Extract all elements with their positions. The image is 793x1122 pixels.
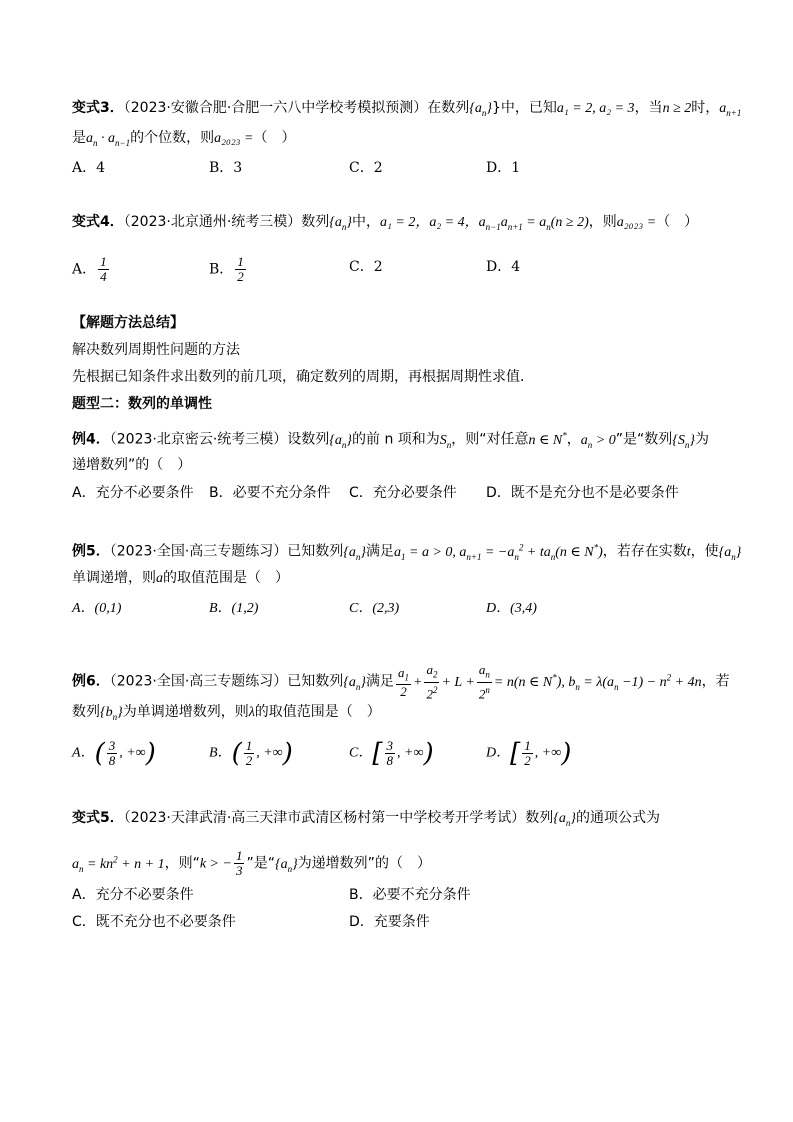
option-a[interactable]: A．(0,1) bbox=[72, 601, 122, 616]
question-e6-line1: 例6．（2023·全国·高三专题练习）已知数列$\{a_n\}$满足 $\frac{a_1}{2}$ + $\frac{a_2}{2^2}$ + L + $\frac{a_n}{2^n}$ = n(n ∈ N*), $b_n = \lambda(a_n -1) - n^2 + 4n$，若 bbox=[72, 662, 730, 702]
question-v5-line2: $a_n = kn^2 + n + 1$，则“k > − $\frac{1}{3}$ ”是“$\{a_n\}$为递增数列”的（ ） bbox=[72, 848, 431, 879]
option-b[interactable]: B．3 bbox=[209, 160, 243, 176]
summary-line-2: 先根据已知条件求出数列的前几项，确定数列的周期，再根据周期性求值． bbox=[72, 369, 534, 385]
question-source: （2023·安徽合肥·合肥一六八中学校考模拟预测） bbox=[123, 100, 428, 116]
question-v3-options bbox=[72, 157, 772, 179]
option-d[interactable]: D．4 bbox=[486, 259, 521, 275]
option-c[interactable]: C．[ $\frac{3}{8}$ , +∞) bbox=[349, 738, 434, 769]
question-label: 例4 bbox=[72, 431, 96, 448]
option-b[interactable]: B．必要不充分条件 bbox=[209, 485, 331, 501]
question-e5-options bbox=[72, 598, 772, 620]
question-v3-line2: 是$a_n \cdot a_{n-1}$的个位数，则a₂₀₂₃ =（ ） bbox=[72, 130, 296, 148]
question-label: 变式5 bbox=[72, 810, 110, 826]
question-v5-options-row1 bbox=[72, 884, 772, 906]
question-v5-line1: 变式5．（2023·天津武清·高三天津市武清区杨村第一中学校考开学考试）数列$\{a_n\}$的通项公式为 bbox=[72, 810, 660, 828]
option-c[interactable]: C．(2,3) bbox=[349, 601, 400, 616]
option-c[interactable]: C．充分必要条件 bbox=[349, 485, 457, 501]
option-d[interactable]: D．1 bbox=[486, 160, 521, 176]
question-e4-options bbox=[72, 482, 772, 504]
topic-heading: 题型二：数列的单调性 bbox=[72, 396, 212, 412]
summary-line-1: 解决数列周期性问题的方法 bbox=[72, 342, 240, 358]
question-source: （2023·全国·高三专题练习） bbox=[109, 543, 288, 560]
option-b[interactable]: B．(1,2) bbox=[209, 601, 259, 616]
option-c[interactable]: C．既不充分也不必要条件 bbox=[72, 914, 236, 930]
option-a[interactable]: A．4 bbox=[72, 160, 106, 176]
option-b[interactable]: B． $\frac{1}{2}$ bbox=[209, 254, 244, 284]
question-v4-line1: 变式4．（2023·北京通州·统考三模）数列$\{a_n\}$中，a₁ = 2，a₂ = 4，$a_{n-1}a_{n+1} = a_n(n \ge 2)$，则a₂₀₂₃ =（ ） bbox=[72, 214, 699, 232]
question-e6-line2: 数列$\{b_n\}$为单调递增数列，则λ的取值范围是（ ） bbox=[72, 704, 381, 722]
option-c[interactable]: C．2 bbox=[349, 160, 383, 176]
option-a[interactable]: A．充分不必要条件 bbox=[72, 485, 194, 501]
question-e6-options bbox=[72, 735, 772, 771]
option-b[interactable]: B．( $\frac{1}{2}$ , +∞) bbox=[209, 738, 293, 769]
question-label: 例6 bbox=[72, 673, 96, 690]
question-e4-line1: 例4．（2023·北京密云·统考三模）设数列$\{a_n\}$的前 n 项和为$S_n$，则“对任意n ∈ N*，$a_n > 0$”是“数列$\{S_n\}$为 bbox=[72, 430, 709, 450]
option-d[interactable]: D．充要条件 bbox=[349, 914, 430, 930]
summary-heading: 【解题方法总结】 bbox=[72, 315, 184, 331]
sum-formula: $\frac{a_1}{2}$ + $\frac{a_2}{2^2}$ + L + $\frac{a_n}{2^n}$ = n(n ∈ N*), $b_n = \lambda(a_n -1) - n^2 + 4n$ bbox=[398, 662, 702, 702]
option-a[interactable]: A．充分不必要条件 bbox=[72, 887, 194, 903]
question-source: （2023·全国·高三专题练习） bbox=[109, 673, 288, 690]
option-a[interactable]: A． $\frac{1}{4}$ bbox=[72, 254, 107, 284]
sequence-notation: $\{a_n\}$ bbox=[469, 101, 492, 118]
question-source: （2023·北京密云·统考三模） bbox=[109, 431, 288, 448]
question-label: 例5 bbox=[72, 543, 96, 560]
option-d[interactable]: D．既不是充分也不是必要条件 bbox=[486, 485, 679, 501]
option-c[interactable]: C．2 bbox=[349, 259, 383, 275]
question-source: （2023·北京通州·统考三模） bbox=[123, 214, 302, 230]
question-v3-line1: 变式3．（2023·安徽合肥·合肥一六八中学校考模拟预测）在数列$\{a_n\}$}中，已知a₁ = 2, a₂ = 3，当n ≥ 2时，$a_{n+1}$ bbox=[72, 100, 742, 118]
question-v5-options-row2 bbox=[72, 911, 772, 933]
option-b[interactable]: B．必要不充分条件 bbox=[349, 887, 471, 903]
question-e5-line1: 例5．（2023·全国·高三专题练习）已知数列$\{a_n\}$满足$a_1 = a > 0$, $a_{n+1} = -a_n^2 + ta_n(n$ ∈ N*)，若存在实数t，使$\{a_n\}$ bbox=[72, 542, 742, 562]
option-a[interactable]: A．( $\frac{3}{8}$ , +∞) bbox=[72, 738, 156, 769]
question-label: 变式3 bbox=[72, 100, 110, 116]
option-d[interactable]: D．[ $\frac{1}{2}$ , +∞) bbox=[486, 738, 572, 769]
question-e4-line2: 递增数列”的（ ） bbox=[72, 457, 192, 473]
question-v4-options bbox=[72, 250, 772, 284]
option-d[interactable]: D．(3,4) bbox=[486, 601, 537, 616]
question-source: （2023·天津武清·高三天津市武清区杨村第一中学校考开学考试） bbox=[123, 810, 526, 826]
question-label: 变式4 bbox=[72, 214, 110, 230]
question-e5-line2: 单调递增，则a的取值范围是（ ） bbox=[72, 570, 289, 586]
